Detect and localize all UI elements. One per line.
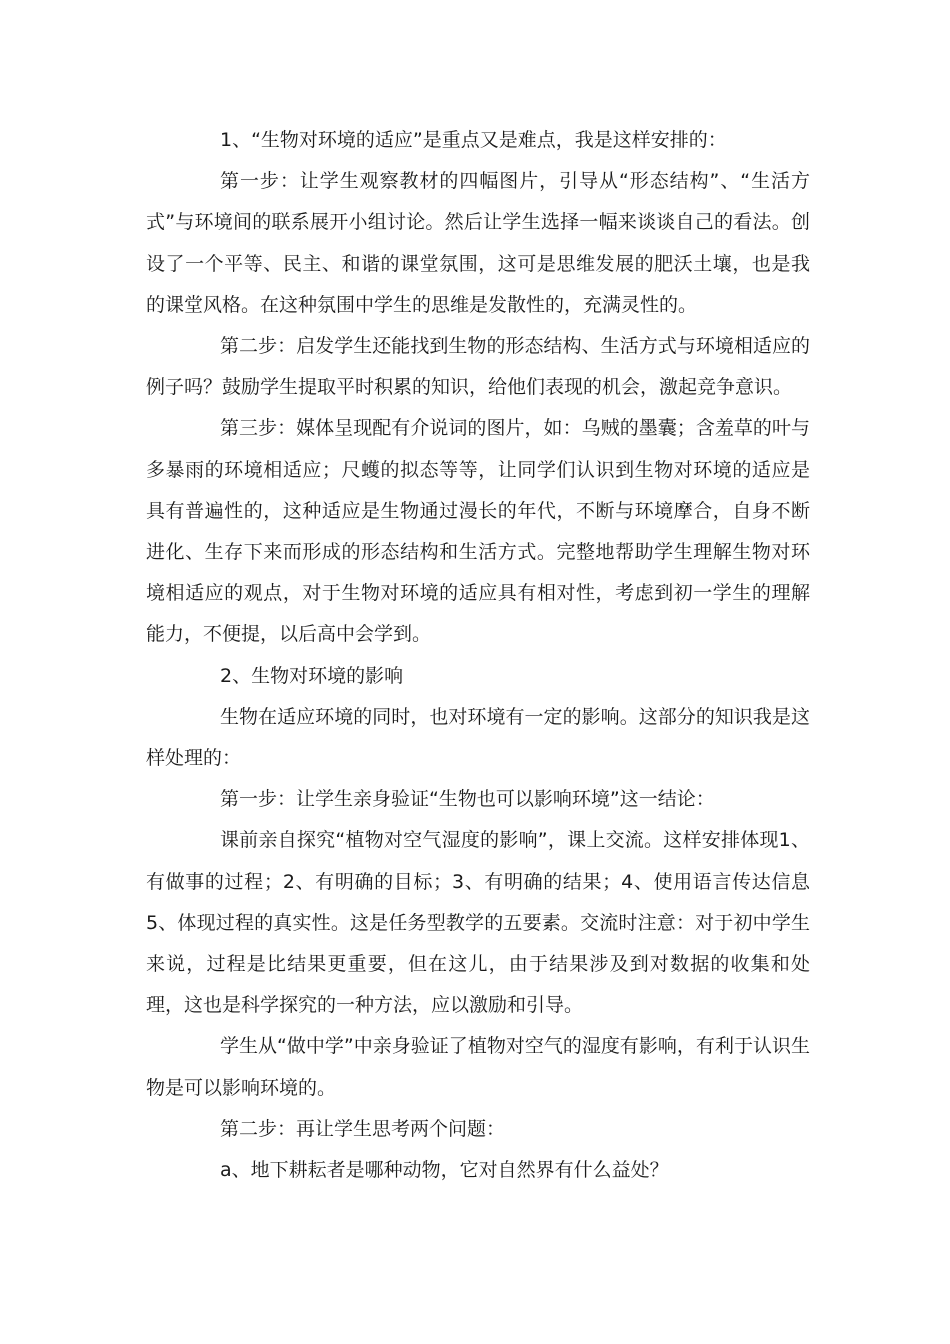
paragraph-adaptation-heading: 1、“生物对环境的适应”是重点又是难点，我是这样安排的： [220, 129, 727, 151]
paragraph-influence-intro: 生物在适应环境的同时，也对环境有一定的影响。这部分的知识我是这样处理的： [146, 705, 810, 770]
paragraph-question-a: a、地下耕耘者是哪种动物，它对自然界有什么益处？ [220, 1159, 669, 1182]
paragraph-influence-step-1: 第一步：让学生亲身验证“生物也可以影响环境”这一结论： [220, 788, 715, 811]
paragraph-inquiry-description: 课前亲自探究“植物对空气湿度的影响”，课上交流。这样安排体现1、有做事的过程；2、有明确的目标；3、有明确的结果；4、使用语言传达信息 5、体现过程的真实性。这是任务型教学的五要素。交流时注意：对于初中学生来说，过程是比结果更重要，但在这儿，由于结果涉及到对数据的收集和处理，这也是科学探究的一种方法，应以激励和引导。 [146, 829, 810, 1017]
paragraph-influence-heading: 2、生物对环境的影响 [220, 664, 404, 687]
paragraph-learning-by-doing: 学生从“做中学”中亲身验证了植物对空气的湿度有影响，有利于认识生物是可以影响环境的。 [146, 1035, 810, 1099]
paragraph-adaptation-step-2: 第二步：启发学生还能找到生物的形态结构、生活方式与环境相适应的例子吗？鼓励学生提取平时积累的知识，给他们表现的机会，激起竞争意识。 [146, 335, 810, 399]
paragraph-influence-step-2: 第二步：再让学生思考两个问题： [220, 1117, 506, 1140]
paragraph-adaptation-step-3: 第三步：媒体呈现配有介说词的图片，如：乌贼的墨囊；含羞草的叶与多暴雨的环境相适应；尺蠖的拟态等等，让同学们认识到生物对环境的适应是具有普遍性的，这种适应是生物通过漫长的年代，不断与环境摩合，自身不断进化、生存下来而形成的形态结构和生活方式。完整地帮助学生理解生物对环境相适应的观点，对于生物对环境的适应具有相对性，考虑到初一学生的理解能力，不便提，以后高中会学到。 [146, 417, 810, 646]
document-body [146, 120, 810, 1191]
paragraph-adaptation-step-1: 第一步：让学生观察教材的四幅图片，引导从“形态结构”、“生活方式”与环境间的联系展开小组讨论。然后让学生选择一幅来谈谈自己的看法。创设了一个平等、民主、和谐的课堂氛围，这可是思维发展的肥沃土壤，也是我的课堂风格。在这种氛围中学生的思维是发散性的，充满灵性的。 [146, 170, 810, 316]
